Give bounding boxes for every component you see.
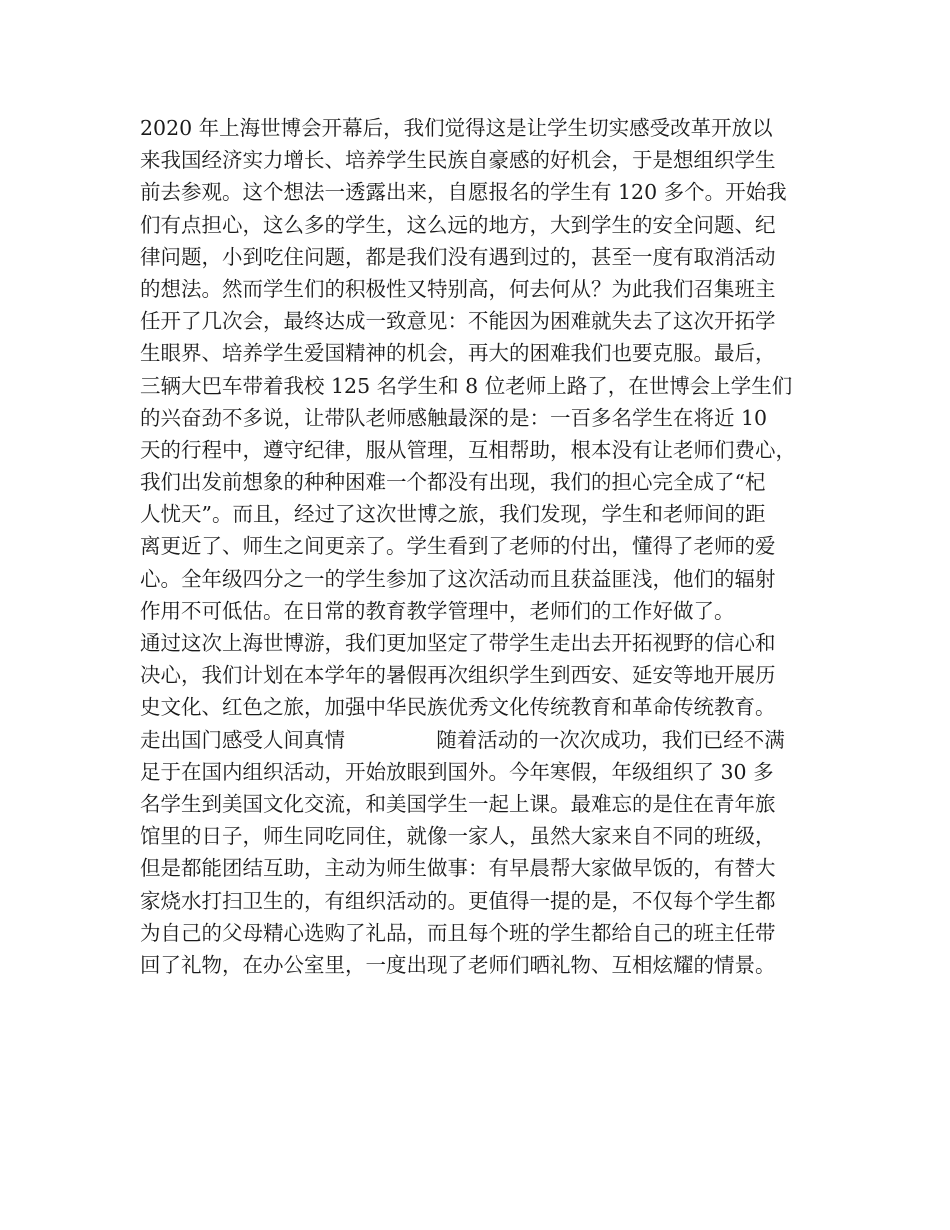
text-line: 2020 年上海世博会开幕后，我们觉得这是让学生切实感受改革开放以 <box>140 116 773 140</box>
text-line: 通过这次上海世博游，我们更加坚定了带学生走出去开拓视野的信心和 <box>140 631 776 655</box>
text-line: 史文化、红色之旅，加强中华民族优秀文化传统教育和革命传统教育。 <box>140 695 776 720</box>
section-heading-line: 走出国门感受人间真情 随着活动的一次次成功，我们已经不满 <box>140 727 785 752</box>
text-line: 我们出发前想象的种种困难一个都没有出现，我们的担心完全成了“杞 <box>140 470 766 495</box>
text-line: 家烧水打扫卫生的，有组织活动的。更值得一提的是，不仅每个学生都 <box>140 888 776 913</box>
text-line: 前去参观。这个想法一透露出来，自愿报名的学生有 120 多个。开始我 <box>140 180 787 205</box>
text-line: 作用不可低估。在日常的教育教学管理中，老师们的工作好做了。 <box>140 598 735 623</box>
text-line: 但是都能团结互助，主动为师生做事：有早晨帮大家做早饭的，有替大 <box>140 856 776 881</box>
text-line: 天的行程中，遵守纪律，服从管理，互相帮助，根本没有让老师们费心， <box>140 437 796 462</box>
text-line: 来我国经济实力增长、培养学生民族自豪感的好机会，于是想组织学生 <box>140 148 776 173</box>
text-line: 任开了几次会，最终达成一致意见：不能因为困难就失去了这次开拓学 <box>140 309 776 334</box>
text-line: 的想法。然而学生们的积极性又特别高，何去何从？为此我们召集班主 <box>140 276 776 301</box>
text-line: 回了礼物，在办公室里，一度出现了老师们晒礼物、互相炫耀的情景。 <box>140 952 776 977</box>
text-line: 离更近了、师生之间更亲了。学生看到了老师的付出，懂得了老师的爱 <box>140 534 776 559</box>
text-line: 的兴奋劲不多说，让带队老师感触最深的是：一百多名学生在将近 10 <box>140 405 768 430</box>
text-line: 律问题，小到吃住问题，都是我们没有遇到过的，甚至一度有取消活动 <box>140 244 776 269</box>
text-line: 人忧天”。而且，经过了这次世博之旅，我们发现，学生和老师间的距 <box>140 502 766 527</box>
text-line: 馆里的日子，师生同吃同住，就像一家人，虽然大家来自不同的班级， <box>140 824 776 849</box>
text-line: 们有点担心，这么多的学生，这么远的地方，大到学生的安全问题、纪 <box>140 212 776 237</box>
text-line: 足于在国内组织活动，开始放眼到国外。今年寒假，年级组织了 30 多 <box>140 759 774 784</box>
text-line: 名学生到美国文化交流，和美国学生一起上课。最难忘的是住在青年旅 <box>140 791 776 816</box>
text-line: 为自己的父母精心选购了礼品，而且每个班的学生都给自己的班主任带 <box>140 920 776 945</box>
text-line: 三辆大巴车带着我校 125 名学生和 8 位老师上路了，在世博会上学生们 <box>140 373 793 398</box>
text-line: 心。全年级四分之一的学生参加了这次活动而且获益匪浅，他们的辐射 <box>140 566 776 591</box>
text-line: 生眼界、培养学生爱国精神的机会，再大的困难我们也要克服。最后， <box>140 341 776 366</box>
text-line: 决心，我们计划在本学年的暑假再次组织学生到西安、延安等地开展历 <box>140 663 776 688</box>
body-text <box>140 112 820 981</box>
